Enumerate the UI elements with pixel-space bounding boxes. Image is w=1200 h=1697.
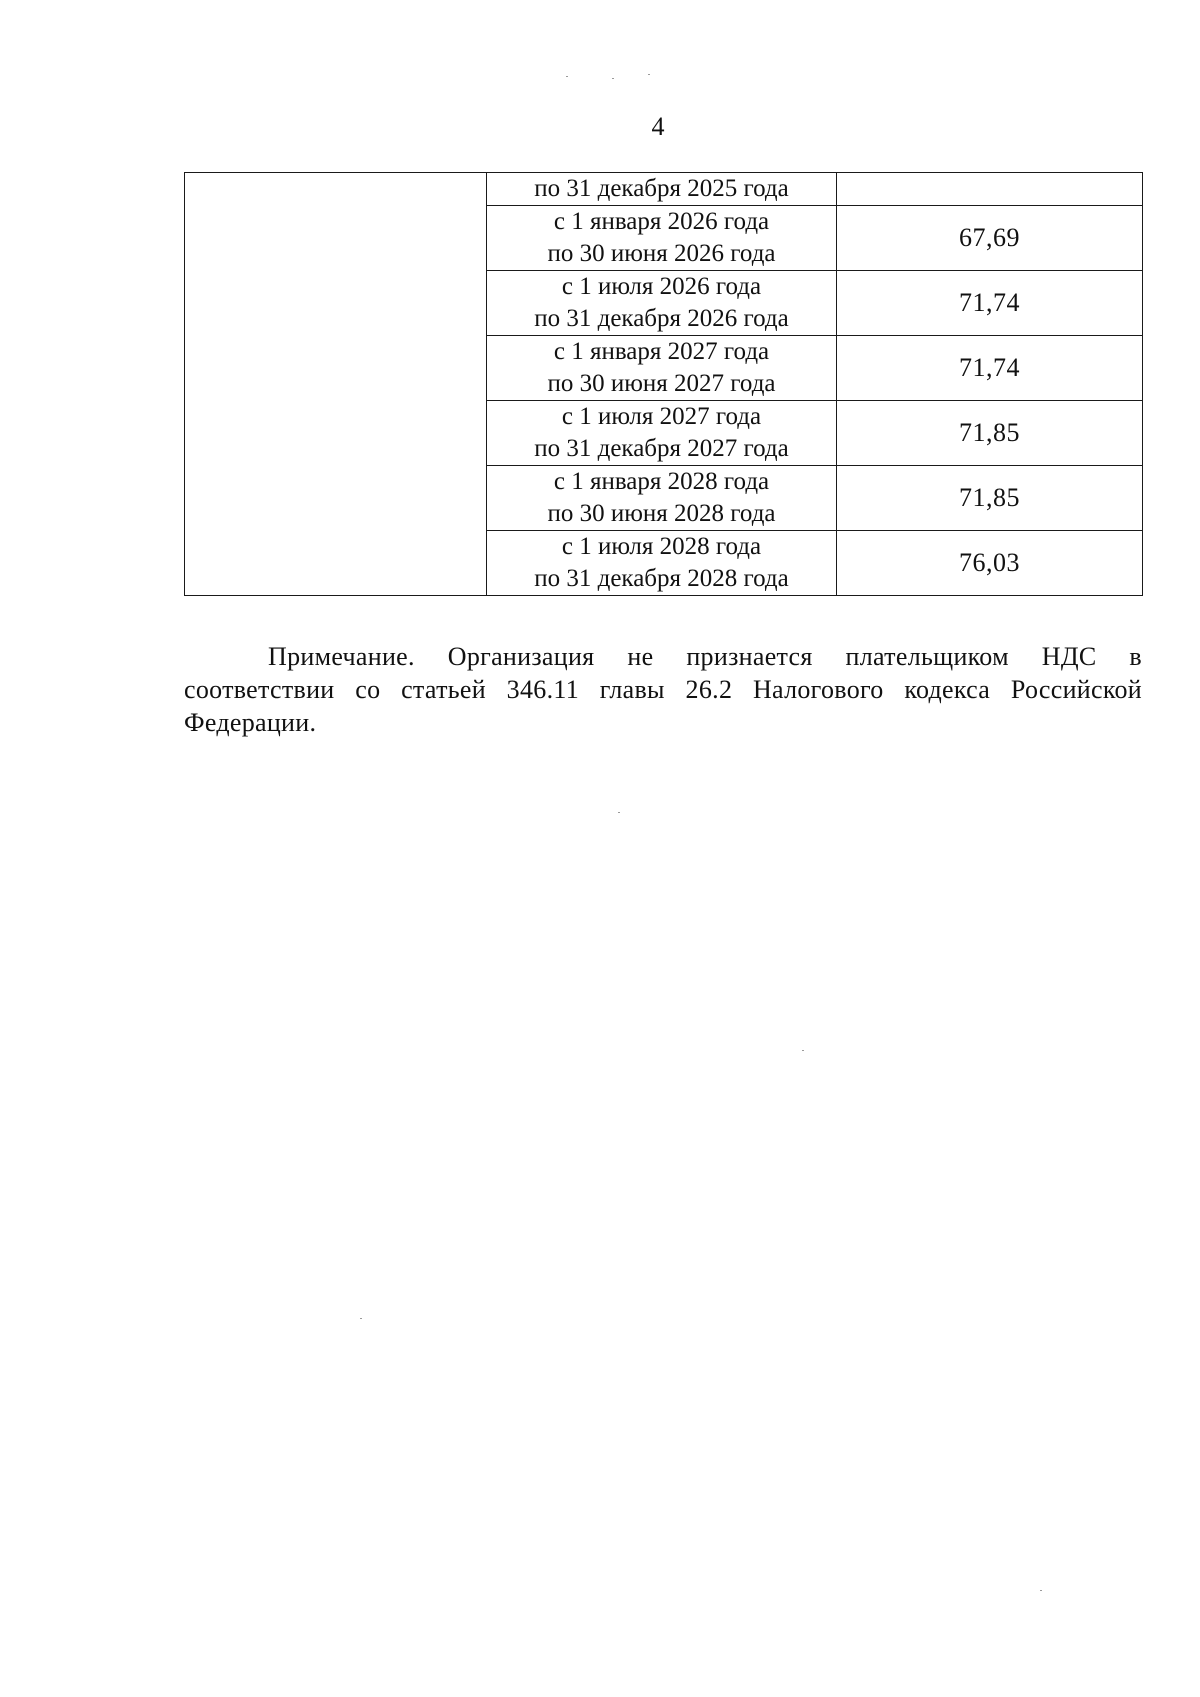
period-cell <box>487 271 837 336</box>
period-cell <box>487 401 837 466</box>
period-to: по 30 июня 2027 года <box>547 370 776 397</box>
scan-speck <box>618 812 620 813</box>
period-from: с 1 января 2027 года <box>553 338 770 365</box>
period-to: по 30 июня 2028 года <box>547 500 776 527</box>
scan-speck <box>612 78 614 79</box>
tariff-table <box>184 172 1143 596</box>
tariff-value: 71,74 <box>959 352 1020 382</box>
value-cell <box>837 336 1143 401</box>
tariff-value: 71,85 <box>959 482 1020 512</box>
period-to: по 31 декабря 2028 года <box>534 565 789 592</box>
period-from: с 1 июля 2028 года <box>561 533 762 560</box>
period-cell <box>487 531 837 596</box>
period-from: с 1 января 2028 года <box>553 468 770 495</box>
scan-speck <box>802 1050 804 1051</box>
merged-category-cell <box>185 173 487 596</box>
tariff-value: 76,03 <box>959 547 1020 577</box>
period-cell <box>487 336 837 401</box>
period-cell <box>487 206 837 271</box>
note-paragraph: Примечание. Организация не признается плательщиком НДС в соответствии со статьей 346.11 главы 26.2 Налогового кодекса Российской Федерации. <box>184 642 1142 737</box>
period-cell <box>487 173 837 206</box>
value-cell <box>837 531 1143 596</box>
period-to: по 30 июня 2026 года <box>547 240 776 267</box>
value-cell <box>837 401 1143 466</box>
tariff-value: 71,85 <box>959 417 1020 447</box>
period-to: по 31 декабря 2027 года <box>534 435 789 462</box>
value-cell <box>837 466 1143 531</box>
period-to: по 31 декабря 2025 года <box>534 175 789 202</box>
table-row <box>185 173 1143 206</box>
period-cell <box>487 466 837 531</box>
period-from: с 1 января 2026 года <box>553 208 770 235</box>
scan-speck <box>566 76 568 77</box>
scan-speck <box>1040 1590 1042 1591</box>
value-cell <box>837 271 1143 336</box>
value-cell <box>837 173 1143 206</box>
scan-speck <box>360 1318 362 1319</box>
tariff-value: 67,69 <box>959 222 1020 252</box>
period-from: с 1 июля 2026 года <box>561 273 762 300</box>
tariff-value: 71,74 <box>959 287 1020 317</box>
period-to: по 31 декабря 2026 года <box>534 305 789 332</box>
period-from: с 1 июля 2027 года <box>561 403 762 430</box>
scan-speck <box>648 74 650 75</box>
value-cell <box>837 206 1143 271</box>
page-number: 4 <box>651 112 665 141</box>
